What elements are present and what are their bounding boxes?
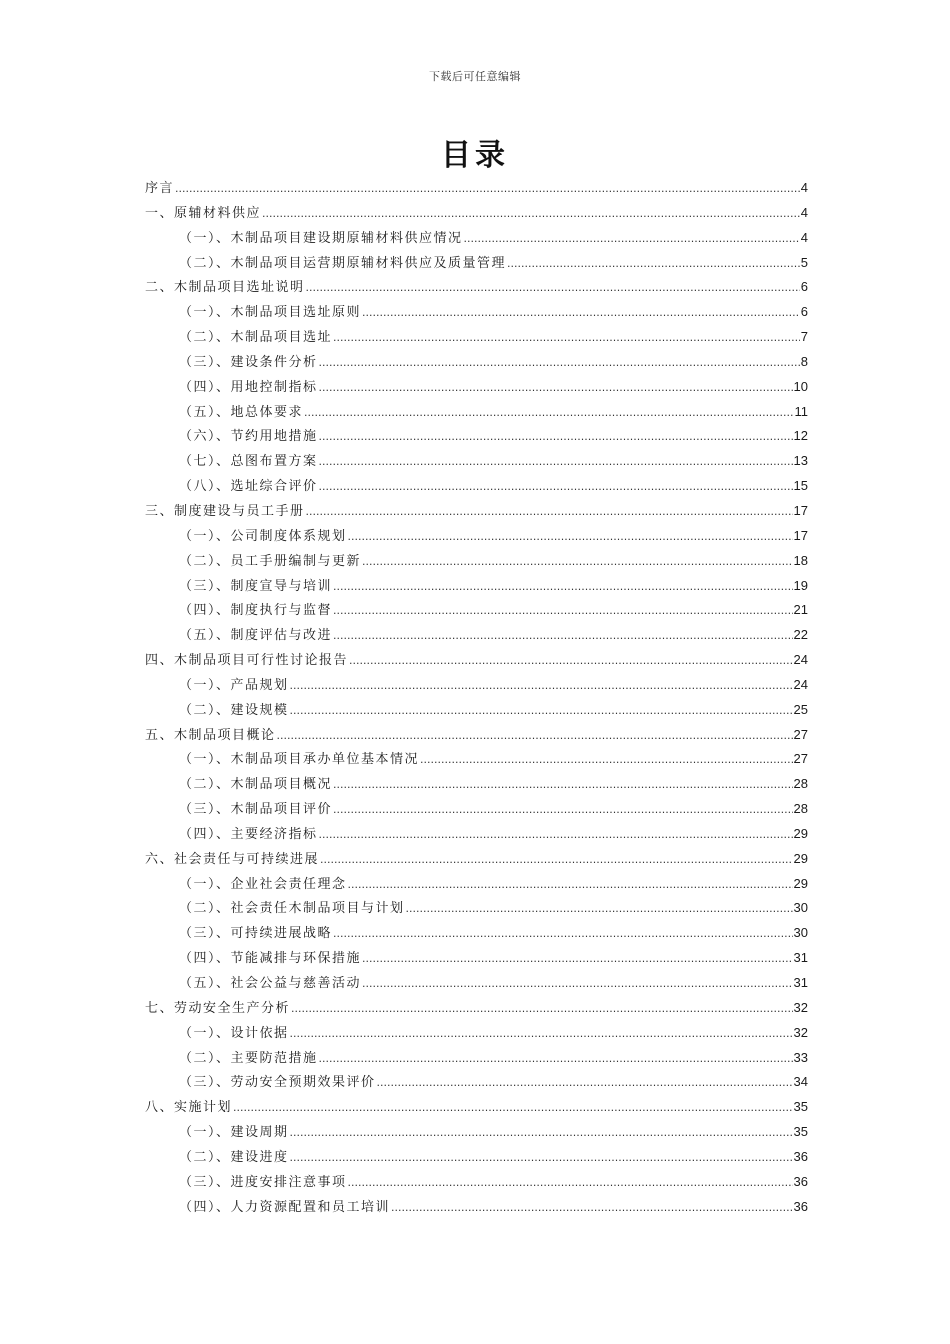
toc-entry[interactable]: [145, 1145, 808, 1170]
toc-entry-page: 33: [793, 1049, 808, 1065]
toc-dot-leader: [333, 599, 793, 624]
toc-dot-leader: [319, 475, 793, 500]
toc-entry-page: 6: [800, 279, 808, 295]
toc-entry-label: （一）、木制品项目建设期原辅材料供应情况: [179, 230, 463, 246]
toc-dot-leader: [290, 1121, 793, 1146]
toc-dot-leader: [319, 450, 793, 475]
toc-dot-leader: [362, 550, 793, 575]
toc-entry-label: （一）、公司制度体系规划: [179, 528, 347, 544]
toc-dot-leader: [391, 1196, 793, 1221]
toc-entry[interactable]: [145, 424, 808, 449]
toc-entry-label: （三）、制度宣导与培训: [179, 578, 333, 594]
toc-entry[interactable]: [145, 896, 808, 921]
toc-entry-page: 13: [793, 453, 808, 469]
table-of-contents: [145, 176, 808, 1219]
toc-dot-leader: [377, 1071, 793, 1096]
toc-entry-page: 29: [793, 875, 808, 891]
toc-entry-page: 4: [800, 180, 808, 195]
toc-entry-page: 4: [800, 204, 808, 220]
toc-entry-label: （四）、制度执行与监督: [179, 603, 333, 619]
toc-dot-leader: [262, 202, 800, 227]
toc-entry-label: 七、劳动安全生产分析: [145, 1000, 291, 1016]
toc-entry[interactable]: [145, 350, 808, 375]
header-note: 下载后可任意编辑: [429, 70, 521, 83]
toc-entry-label: （三）、劳动安全预期效果评价: [179, 1075, 376, 1091]
toc-entry-page: 28: [793, 801, 808, 817]
toc-entry-label: （五）、制度评估与改进: [179, 628, 333, 644]
toc-entry-label: （五）、地总体要求: [179, 404, 304, 420]
toc-entry[interactable]: [145, 375, 808, 400]
toc-dot-leader: [319, 351, 800, 376]
toc-entry[interactable]: [145, 226, 808, 251]
toc-entry-label: （二）、主要防范措施: [179, 1050, 318, 1066]
toc-entry-page: 24: [793, 676, 808, 692]
toc-dot-leader: [319, 376, 793, 401]
toc-entry[interactable]: [145, 698, 808, 723]
toc-entry-label: （一）、设计依据: [179, 1025, 289, 1041]
toc-entry-page: 11: [794, 403, 808, 419]
toc-entry[interactable]: [145, 598, 808, 623]
toc-entry-page: 32: [793, 999, 808, 1015]
toc-entry-label: （一）、木制品项目承办单位基本情况: [179, 752, 420, 768]
toc-entry-label: 四、木制品项目可行性讨论报告: [145, 653, 349, 669]
toc-entry[interactable]: [145, 549, 808, 574]
toc-entry-page: 32: [793, 1024, 808, 1040]
toc-entry-page: 8: [800, 353, 808, 369]
toc-entry-label: （三）、可持续进展战略: [179, 926, 333, 942]
toc-entry-label: （四）、节能减排与环保措施: [179, 951, 362, 967]
toc-dot-leader: [319, 823, 793, 848]
toc-entry[interactable]: [145, 325, 808, 350]
toc-entry-page: 30: [793, 900, 808, 916]
toc-entry-label: （一）、企业社会责任理念: [179, 876, 347, 892]
toc-entry-page: 6: [800, 304, 808, 320]
toc-entry-page: 31: [793, 975, 808, 990]
toc-entry[interactable]: [145, 499, 808, 524]
toc-entry[interactable]: [145, 1021, 808, 1046]
toc-entry[interactable]: [145, 648, 808, 673]
toc-entry-page: 30: [793, 925, 808, 941]
toc-entry[interactable]: [145, 275, 808, 300]
toc-entry-label: （一）、建设周期: [179, 1125, 289, 1141]
toc-entry-label: 六、社会责任与可持续进展: [145, 851, 320, 867]
toc-entry-page: 24: [793, 652, 808, 668]
toc-entry-label: （四）、主要经济指标: [179, 826, 318, 842]
toc-entry-label: （三）、进度安排注意事项: [179, 1174, 347, 1190]
toc-dot-leader: [348, 525, 793, 550]
toc-entry-page: 7: [800, 329, 808, 345]
toc-entry-label: （一）、木制品项目选址原则: [179, 305, 362, 321]
toc-entry-label: （五）、社会公益与慈善活动: [179, 976, 362, 991]
toc-dot-leader: [362, 301, 800, 326]
toc-entry[interactable]: [145, 772, 808, 797]
toc-entry-label: （四）、用地控制指标: [179, 379, 318, 395]
toc-dot-leader: [290, 1146, 793, 1171]
toc-entry[interactable]: [145, 723, 808, 748]
toc-dot-leader: [420, 748, 793, 773]
toc-entry[interactable]: [145, 797, 808, 822]
toc-entry[interactable]: [145, 300, 808, 325]
toc-entry[interactable]: [145, 1070, 808, 1095]
toc-entry-label: （二）、建设进度: [179, 1149, 289, 1165]
toc-entry[interactable]: [145, 251, 808, 276]
toc-entry-page: 35: [793, 1124, 808, 1140]
toc-entry[interactable]: [145, 1120, 808, 1145]
toc-entry[interactable]: [145, 400, 808, 425]
toc-entry[interactable]: [145, 971, 808, 996]
toc-entry-page: 27: [793, 726, 808, 742]
toc-dot-leader: [290, 699, 793, 724]
toc-entry-label: （七）、总图布置方案: [179, 454, 318, 470]
toc-entry-page: 21: [793, 602, 808, 618]
toc-entry-page: 25: [793, 701, 808, 717]
toc-dot-leader: [333, 326, 800, 351]
toc-entry-page: 4: [800, 229, 808, 245]
toc-entry-page: 36: [793, 1148, 808, 1164]
toc-entry-label: 五、木制品项目概论: [145, 727, 276, 743]
toc-entry[interactable]: [145, 921, 808, 946]
toc-entry-label: （二）、木制品项目运营期原辅材料供应及质量管理: [179, 255, 507, 271]
toc-entry-page: 12: [793, 428, 808, 444]
toc-dot-leader: [277, 724, 793, 749]
toc-dot-leader: [507, 252, 800, 277]
toc-entry-label: 八、实施计划: [145, 1100, 233, 1116]
toc-entry-label: 一、原辅材料供应: [145, 205, 262, 221]
toc-dot-leader: [320, 848, 793, 873]
toc-entry-page: 29: [793, 850, 808, 866]
toc-entry-page: 22: [793, 627, 808, 643]
toc-dot-leader: [333, 922, 793, 947]
toc-entry-page: 28: [793, 776, 808, 792]
toc-entry[interactable]: [145, 946, 808, 971]
toc-entry-page: 36: [793, 1173, 808, 1189]
toc-entry[interactable]: [145, 176, 808, 201]
toc-entry-page: 15: [793, 478, 808, 494]
toc-dot-leader: [319, 425, 793, 450]
toc-dot-leader: [304, 401, 793, 426]
toc-entry-page: 19: [793, 577, 808, 593]
toc-entry[interactable]: [145, 996, 808, 1021]
toc-entry[interactable]: [145, 673, 808, 698]
toc-entry-label: （二）、员工手册编制与更新: [179, 553, 362, 569]
toc-entry-label: 序言: [145, 181, 175, 196]
toc-dot-leader: [290, 674, 793, 699]
toc-dot-leader: [290, 1022, 793, 1047]
toc-entry-label: （三）、木制品项目评价: [179, 802, 333, 818]
toc-entry-page: 34: [793, 1074, 808, 1090]
toc-entry-label: （一）、产品规划: [179, 677, 289, 693]
toc-entry-label: （二）、建设规模: [179, 702, 289, 718]
toc-entry[interactable]: [145, 822, 808, 847]
toc-entry-page: 17: [793, 502, 808, 518]
toc-entry-page: 27: [793, 751, 808, 767]
toc-dot-leader: [233, 1096, 793, 1121]
toc-entry[interactable]: [145, 747, 808, 772]
toc-entry-page: 31: [793, 950, 808, 966]
toc-dot-leader: [291, 997, 793, 1022]
toc-entry-label: （四）、人力资源配置和员工培训: [179, 1199, 391, 1215]
toc-entry-label: （二）、社会责任木制品项目与计划: [179, 901, 405, 917]
toc-dot-leader: [333, 575, 793, 600]
toc-entry[interactable]: [145, 449, 808, 474]
toc-entry[interactable]: [145, 623, 808, 648]
toc-entry-label: （八）、选址综合评价: [179, 479, 318, 495]
toc-entry-page: 17: [793, 527, 808, 543]
toc-dot-leader: [306, 276, 800, 301]
toc-entry-label: （三）、建设条件分析: [179, 354, 318, 370]
toc-entry-page: 5: [800, 254, 808, 270]
toc-entry[interactable]: [145, 872, 808, 897]
toc-entry[interactable]: [145, 1195, 808, 1220]
toc-dot-leader: [406, 897, 793, 922]
toc-entry-label: （六）、节约用地措施: [179, 429, 318, 445]
toc-entry[interactable]: [145, 574, 808, 599]
toc-dot-leader: [362, 947, 793, 972]
toc-entry[interactable]: [145, 474, 808, 499]
toc-dot-leader: [348, 873, 793, 898]
toc-entry[interactable]: [145, 1170, 808, 1195]
toc-entry-page: 35: [793, 1099, 808, 1115]
toc-entry[interactable]: [145, 201, 808, 226]
toc-dot-leader: [333, 773, 793, 798]
toc-entry[interactable]: [145, 1046, 808, 1071]
toc-dot-leader: [348, 1171, 793, 1196]
toc-dot-leader: [333, 624, 793, 649]
toc-dot-leader: [362, 972, 793, 997]
toc-entry-label: 三、制度建设与员工手册: [145, 503, 305, 519]
toc-entry-page: 10: [793, 378, 808, 394]
toc-dot-leader: [319, 1047, 793, 1072]
toc-dot-leader: [464, 227, 800, 252]
toc-entry-page: 36: [793, 1198, 808, 1214]
toc-dot-leader: [349, 649, 793, 674]
toc-dot-leader: [306, 500, 793, 525]
toc-entry[interactable]: [145, 847, 808, 872]
toc-entry-label: 二、木制品项目选址说明: [145, 280, 305, 296]
toc-entry-label: （二）、木制品项目概况: [179, 777, 333, 793]
toc-entry-page: 29: [793, 825, 808, 841]
toc-entry[interactable]: [145, 1095, 808, 1120]
toc-entry-label: （二）、木制品项目选址: [179, 330, 333, 346]
page-title: 目录: [441, 138, 509, 173]
toc-entry-page: 18: [793, 552, 808, 568]
toc-dot-leader: [175, 177, 800, 202]
toc-dot-leader: [333, 798, 793, 823]
toc-entry[interactable]: [145, 524, 808, 549]
